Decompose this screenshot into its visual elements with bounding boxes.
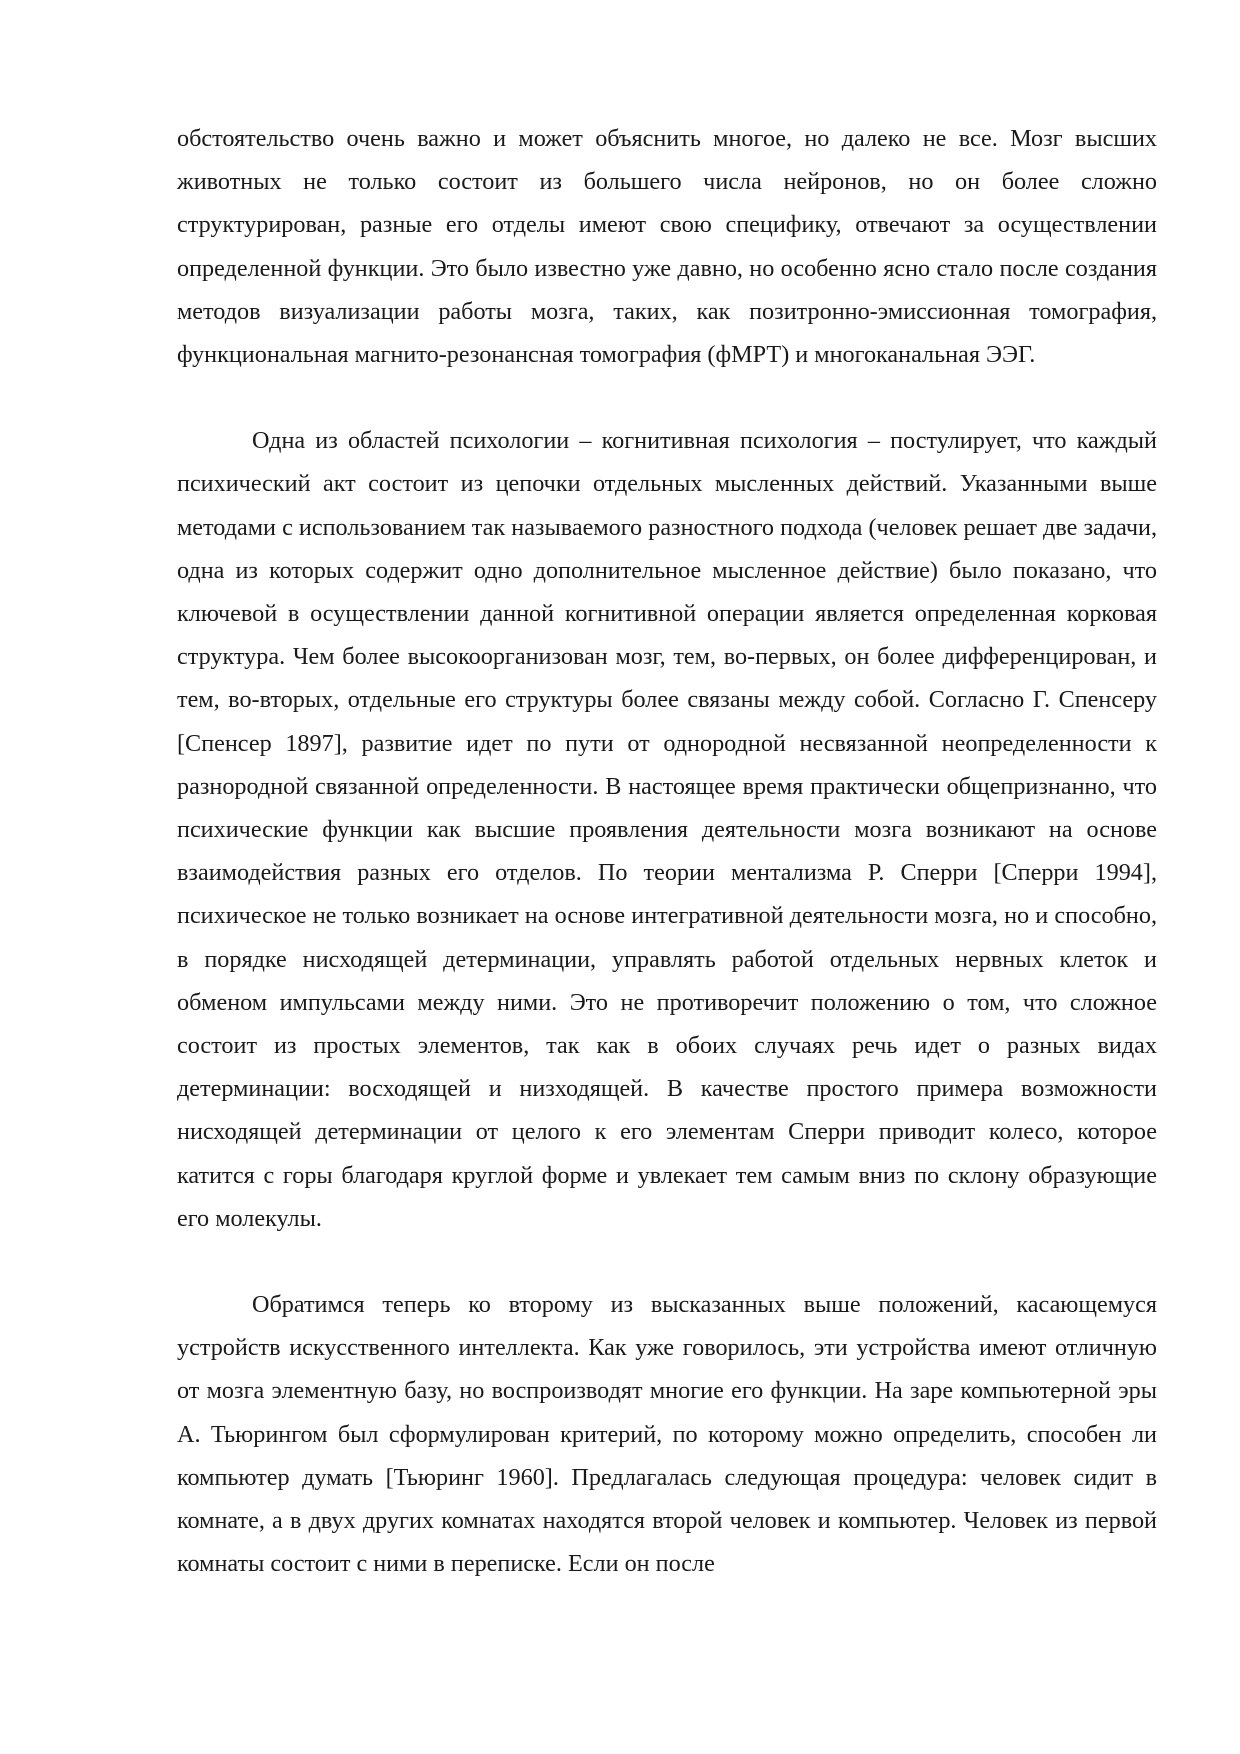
paragraph-1: обстоятельство очень важно и может объяснить многое, но далеко не все. Мозг высших животных не только состоит из большего числа нейронов, но он более сложно структурирован, разные его отделы имеют свою специфику, отвечают за осуществлении определенной функции. Это было известно уже давно, но особенно ясно стало после создания методов визуализации работы мозга, таких, как позитронно-эмиссионная томография, функциональная магнито-резонансная томография (фМРТ) и многоканальная ЭЭГ. — [177, 125, 1157, 369]
paragraph-2: Одна из областей психологии – когнитивная психология – постулирует, что каждый психический акт состоит из цепочки отдельных мысленных действий. Указанными выше методами с использованием так называемого разностного подхода (человек решает две задачи, одна из которых содержит одно дополнительное мысленное действие) было показано, что ключевой в осуществлении данной когнитивной операции является определенная корковая структура. Чем более высокоорганизован мозг, тем, во-первых, он более дифференцирован, и тем, во-вторых, отдельные его структуры более связаны между собой. Согласно Г. Спенсеру [Спенсер 1897], развитие идет по пути от однородной несвязанной неопределенности к разнородной связанной определенности. В настоящее время практически общепризнанно, что психические функции как высшие проявления деятельности мозга возникают на основе взаимодействия разных его отделов. По теории ментализма Р. Сперри [Сперри 1994], психическое не только возникает на основе интегративной деятельности мозга, но и способно, в порядке нисходящей детерминации, управлять работой отдельных нервных клеток и обменом импульсами между ними. Это не противоречит положению о том, что сложное состоит из простых элементов, так как в обоих случаях речь идет о разных видах детерминации: восходящей и низходящей. В качестве простого примера возможности нисходящей детерминации от целого к его элементам Сперри приводит колесо, которое катится с горы благодаря круглой форме и увлекает тем самым вниз по склону образующие его молекулы. — [177, 427, 1157, 1232]
document-body — [177, 117, 1157, 1586]
paragraph-3: Обратимся теперь ко второму из высказанных выше положений, касающемуся устройств искусственного интеллекта. Как уже говорилось, эти устройства имеют отличную от мозга элементную базу, но воспроизводят многие его функции. На заре компьютерной эры А. Тьюрингом был сформулирован критерий, по которому можно определить, способен ли компьютер думать [Тьюринг 1960]. Предлагалась следующая процедура: человек сидит в комнате, а в двух других комнатах находятся второй человек и компьютер. Человек из первой комнаты состоит с ними в переписке. Если он после — [177, 1291, 1157, 1578]
